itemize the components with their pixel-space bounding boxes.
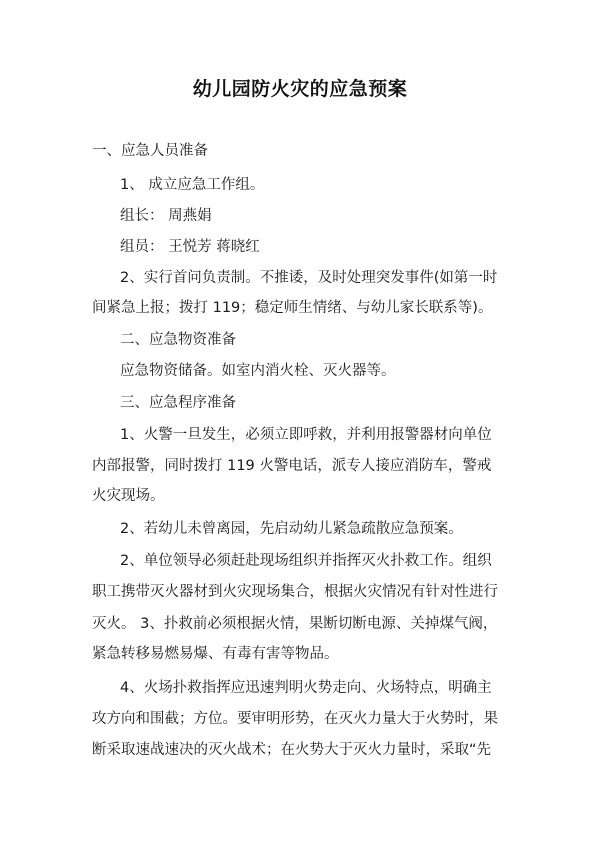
paragraph-line: 间紧急上报；拨打 119；稳定师生情绪、与幼儿家长联系等)。: [92, 300, 493, 316]
section-heading-supplies: 二、应急物资准备: [120, 332, 236, 348]
paragraph-line: 4、火场扑救指挥应迅速判明火势走向、火场特点，明确主: [120, 680, 492, 696]
paragraph-line: 攻方向和围截；方位。要审明形势，在灭火力量大于火势时，果: [92, 711, 498, 727]
paragraph-line: 断采取速战速决的灭火战术；在火势大于灭火力量时，采取“先: [92, 742, 492, 758]
paragraph-line: 1、 成立应急工作组。: [120, 177, 265, 193]
section-heading-procedure: 三、应急程序准备: [120, 395, 236, 411]
document-title: 幼儿园防火灾的应急预案: [192, 78, 408, 100]
paragraph-line: 组长： 周燕娟: [120, 208, 212, 224]
paragraph-line: 内部报警，同时拨打 119 火警电话，派专人接应消防车，警戒: [92, 458, 492, 474]
section-heading-personnel: 一、应急人员准备: [92, 143, 208, 159]
paragraph-line: 2、单位领导必须赶赴现场组织并指挥灭火扑救工作。组织: [120, 553, 492, 569]
paragraph-line: 灭火。 3、扑救前必须根据火情，果断切断电源、关掉煤气阀，: [92, 616, 498, 632]
paragraph-line: 组员： 王悦芳 蒋晓红: [120, 239, 260, 255]
paragraph-line: 1、火警一旦发生，必须立即呼救，并利用报警器材向单位: [120, 427, 492, 443]
paragraph-line: 火灾现场。: [92, 488, 165, 504]
paragraph-line: 职工携带灭火器材到火灾现场集合，根据火灾情况有针对性进行: [92, 584, 498, 600]
paragraph-line: 应急物资储备。如室内消火栓、灭火器等。: [120, 363, 396, 379]
paragraph-line: 紧急转移易燃易爆、有毒有害等物品。: [92, 646, 339, 662]
paragraph-line: 2、若幼儿未曾离园，先启动幼儿紧急疏散应急预案。: [120, 521, 463, 537]
paragraph-line: 2、实行首问负责制。不推诿，及时处理突发事件(如第一时: [120, 270, 498, 286]
